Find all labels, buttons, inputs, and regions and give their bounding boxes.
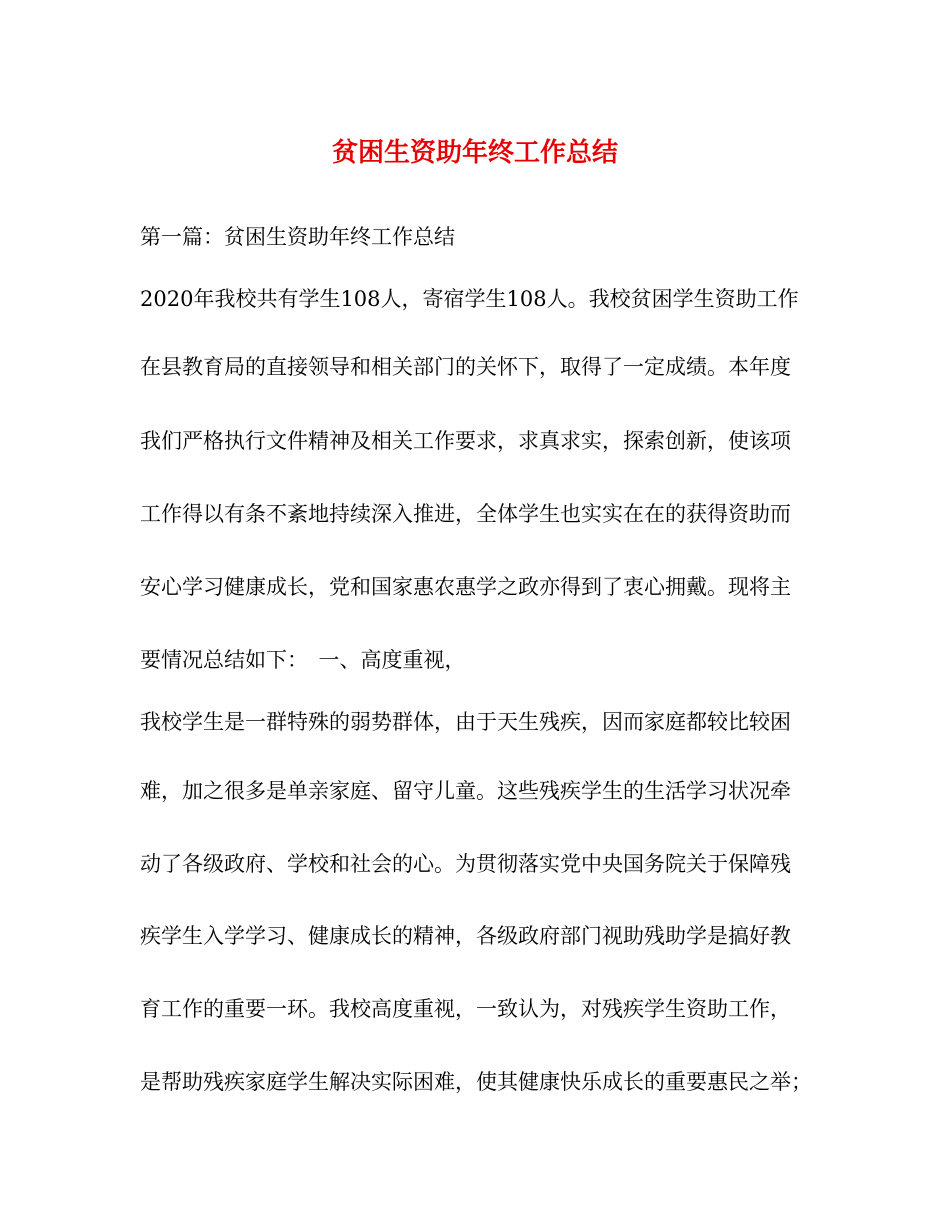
text-line: 疾学生入学学习、健康成长的精神，各级政府部门视助残助学是搞好教	[140, 924, 791, 948]
text-line: 动了各级政府、学校和社会的心。为贯彻落实党中央国务院关于保障残	[140, 852, 791, 876]
text-line: 难，加之很多是单亲家庭、留守儿童。这些残疾学生的生活学习状况牵	[140, 779, 791, 803]
text-line: 我们严格执行文件精神及相关工作要求，求真求实，探索创新，使该项	[140, 429, 791, 453]
text-line: 安心学习健康成长，党和国家惠农惠学之政亦得到了衷心拥戴。现将主	[140, 575, 791, 599]
text-line: 我校学生是一群特殊的弱势群体，由于天生残疾，因而家庭都较比较困	[140, 710, 791, 734]
text-line: 2020年我校共有学生108人，寄宿学生108人。我校贫困学生资助工作	[140, 287, 799, 311]
text-line: 育工作的重要一环。我校高度重视，一致认为，对残疾学生资助工作，	[140, 997, 791, 1021]
text-line: 是帮助残疾家庭学生解决实际困难，使其健康快乐成长的重要惠民之举；	[140, 1070, 812, 1094]
document-title: 贫困生资助年终工作总结	[331, 138, 618, 168]
text-line: 工作得以有条不紊地持续深入推进，全体学生也实实在在的获得资助而	[140, 502, 791, 526]
text-line: 第一篇：贫困生资助年终工作总结	[140, 225, 455, 249]
text-line: 在县教育局的直接领导和相关部门的关怀下，取得了一定成绩。本年度	[140, 355, 791, 379]
text-line: 要情况总结如下： 一、高度重视，	[140, 648, 466, 672]
